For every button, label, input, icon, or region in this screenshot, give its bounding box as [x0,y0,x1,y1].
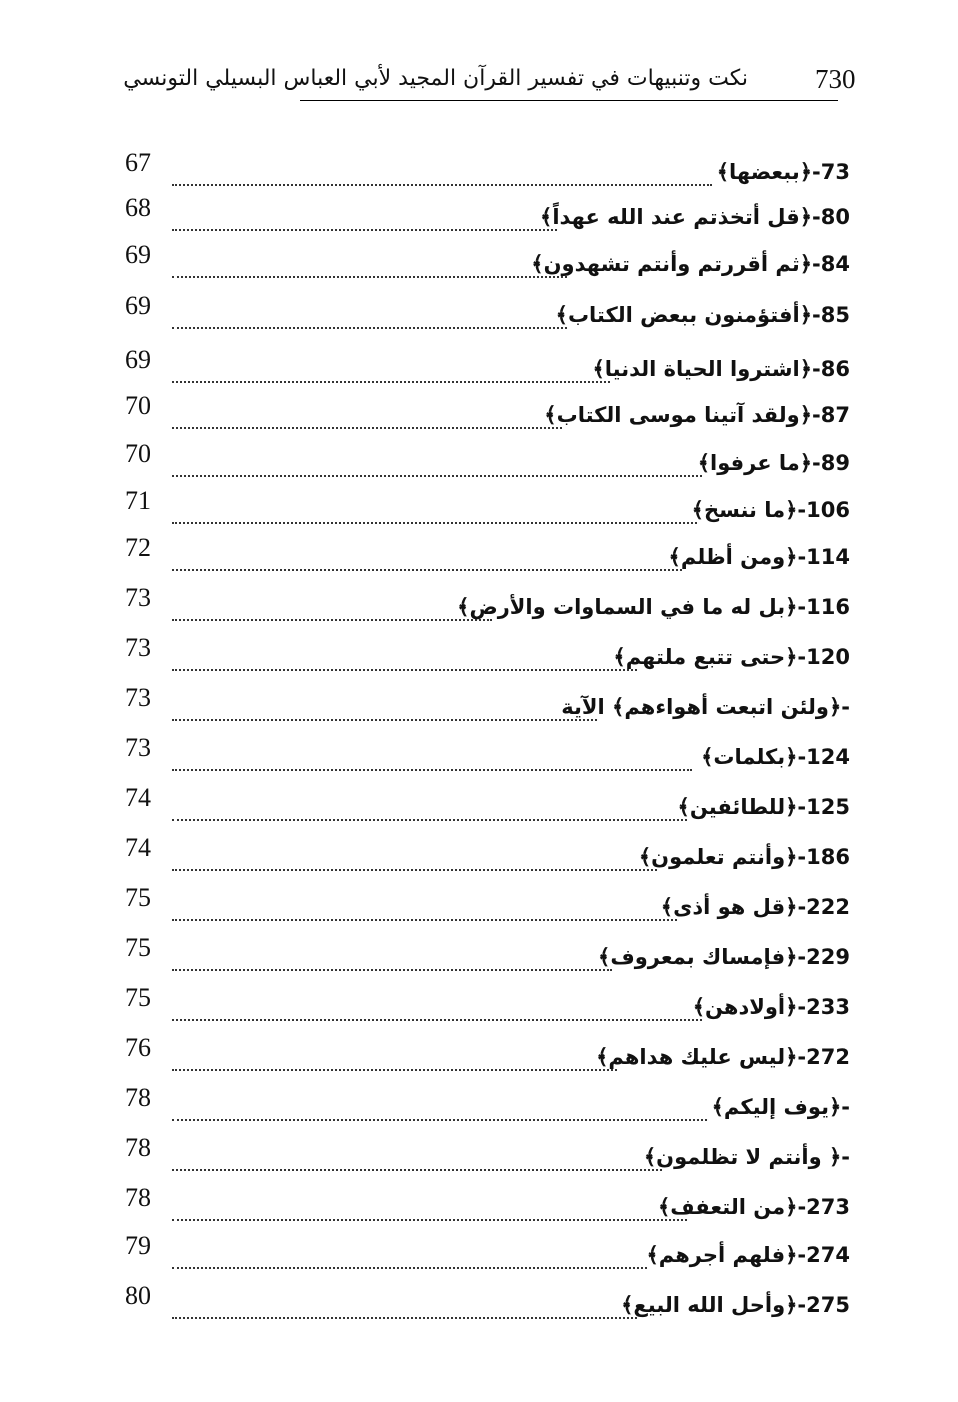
dotted-leader [172,475,702,477]
dotted-leader [172,719,597,721]
dotted-leader [172,229,557,231]
toc-entry: 274-﴿فلهم أجرهم﴾ [646,1243,850,1267]
toc-page-number: 78 [125,1083,151,1112]
dotted-leader [172,1317,637,1319]
toc-entry: 120-﴿حتى تتبع ملتهم﴾ [613,645,850,669]
toc-row [0,1133,958,1185]
toc-row [0,486,958,538]
toc-row [0,291,958,343]
toc-page-number: 75 [125,883,151,912]
toc-entry: -﴿ وأنتم لا تظلمون﴾ [643,1145,850,1169]
toc-row [0,1083,958,1135]
dotted-leader [172,769,692,771]
toc-page-number: 80 [125,1281,151,1310]
dotted-leader [172,569,682,571]
running-title: نكت وتنبيهات في تفسير القرآن المجيد لأبي العباس البسيلي التونسي [123,66,748,91]
toc-row [0,1281,958,1333]
toc-entry: 233-﴿أولادهن﴾ [692,995,850,1019]
toc-entry: 85-﴿أفتؤمنون ببعض الكتاب﴾ [555,303,850,327]
dotted-leader [172,1267,647,1269]
toc-entry: 275-﴿وأحل الله البيع﴾ [621,1293,850,1317]
dotted-leader [172,522,697,524]
toc-row [0,1231,958,1283]
dotted-leader [172,1119,707,1121]
toc-page-number: 70 [125,439,151,468]
toc-row [0,833,958,885]
toc-entry: 89-﴿ما عرفوا﴾ [697,451,850,475]
toc-entry: 272-﴿ليس عليك هداهم﴾ [596,1045,850,1069]
toc-row [0,783,958,835]
toc-entry: 84-﴿ثم أقررتم وأنتم تشهدون﴾ [531,252,850,276]
toc-page-number: 74 [125,833,151,862]
dotted-leader [172,619,492,621]
toc-entry: 86-﴿اشتروا الحياة الدنيا﴾ [592,357,850,381]
dotted-leader [172,669,637,671]
toc-row [0,240,958,292]
toc-page-number: 79 [125,1231,151,1260]
toc-page-number: 75 [125,933,151,962]
dotted-leader [172,427,562,429]
toc-row [0,683,958,735]
toc-page-number: 73 [125,633,151,662]
toc-row [0,933,958,985]
toc-row [0,883,958,935]
toc-page-number: 71 [125,486,151,515]
toc-row [0,439,958,491]
toc-entry: 273-﴿من التعفف﴾ [657,1195,850,1219]
toc-page-number: 78 [125,1183,151,1212]
toc-page-number: 67 [125,148,151,177]
toc-entry: 87-﴿ولقد آتينا موسى الكتاب﴾ [544,403,850,427]
dotted-leader [172,1069,617,1071]
toc-row [0,633,958,685]
page-number: 730 [815,64,856,94]
toc-page-number: 78 [125,1133,151,1162]
dotted-leader [172,327,567,329]
toc-entry: 124-﴿بكلمات﴾ [701,745,850,769]
dotted-leader [172,869,657,871]
dotted-leader [172,1019,702,1021]
toc-row [0,983,958,1035]
dotted-leader [172,1219,687,1221]
toc-row [0,533,958,585]
toc-entry: -﴿ولئن اتبعت أهواءهم﴾ الآية [561,695,850,719]
toc-entry: 222-﴿قل هو أذى﴾ [660,895,850,919]
toc-page-number: 75 [125,983,151,1012]
dotted-leader [172,819,687,821]
dotted-leader [172,184,712,186]
toc-page-number: 69 [125,345,151,374]
toc-entry: 73-﴿ببعضها﴾ [716,160,850,184]
toc-row [0,193,958,245]
toc-entry: 125-﴿للطائفين﴾ [677,795,850,819]
toc-entry: 114-﴿ومن أظلم﴾ [668,545,850,569]
toc-entry: -﴿يوف إليكم﴾ [711,1095,850,1119]
toc-row [0,1033,958,1085]
dotted-leader [172,919,677,921]
toc-page-number: 68 [125,193,151,222]
toc-page-number: 72 [125,533,151,562]
dotted-leader [172,1169,662,1171]
toc-page-number: 73 [125,583,151,612]
toc-page-number: 70 [125,391,151,420]
toc-entry: 229-﴿فإمساك بمعروف﴾ [598,945,850,969]
dotted-leader [172,276,567,278]
toc-entry: 106-﴿ما ننسخ﴾ [691,498,850,522]
toc-row [0,391,958,443]
toc-entry: 116-﴿بل له ما في السماوات والأرض﴾ [457,595,850,619]
toc-row [0,583,958,635]
toc-page-number: 73 [125,683,151,712]
toc-page-number: 73 [125,733,151,762]
toc-row [0,1183,958,1235]
toc-page-number: 74 [125,783,151,812]
dotted-leader [172,381,610,383]
toc-page-number: 69 [125,240,151,269]
toc-page-number: 76 [125,1033,151,1062]
dotted-leader [172,969,612,971]
toc-page-number: 69 [125,291,151,320]
toc-row [0,733,958,785]
toc-entry: 80-﴿قل أتخذتم عند الله عهداً﴾ [540,205,850,229]
toc-entry: 186-﴿وأنتم تعلمون﴾ [638,845,850,869]
